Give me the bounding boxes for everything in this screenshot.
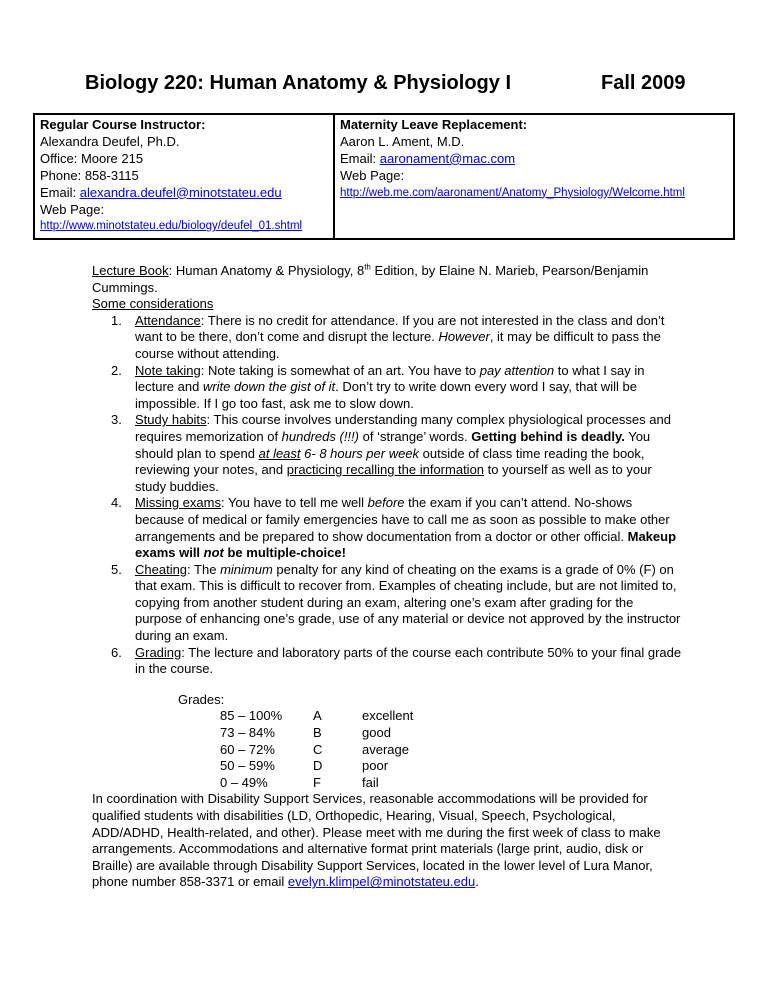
- list-number: 4.: [111, 495, 122, 511]
- text-run: to what I say in lecture and: [135, 362, 645, 395]
- replacement-name: Aaron L. Ament, M.D.: [340, 133, 465, 149]
- grade-row: [220, 725, 683, 742]
- text-run: write down the gist of it: [202, 379, 336, 395]
- grade-description: excellent: [362, 708, 414, 724]
- list-text: [135, 645, 681, 677]
- instructor-webpage-link[interactable]: http://www.minotstateu.edu/biology/deufel_01.shtml: [40, 220, 303, 233]
- term-label: Fall 2009: [601, 72, 686, 94]
- grade-letter: C: [313, 741, 323, 757]
- grade-range: 50 – 59%: [220, 758, 275, 774]
- text-run: to yourself as well as to your study buddies.: [135, 462, 652, 494]
- instructor-phone: Phone: 858-3115: [40, 167, 139, 183]
- list-text: [135, 363, 645, 411]
- text-run: outside of class time reading the book, reviewing your notes, and: [135, 445, 645, 478]
- list-text: [135, 313, 664, 361]
- text-run: be multiple-choice!: [223, 545, 346, 561]
- list-text: [135, 412, 671, 493]
- text-run: Makeup exams will: [135, 528, 677, 561]
- text-run: : The: [187, 561, 221, 577]
- list-number: 3.: [111, 412, 122, 428]
- text-run: penalty for any kind of cheating on the exams is a grade of 0% (F) on that exam. This is difficult to recover from. Examples of cheating include, but are not limited to, copying from another student during an exam, altering one’s exam after grading for the purpose of enhancing one’s grade, use of any material or device not approved by the instructor during an exam.: [135, 561, 681, 644]
- text-run: In coordination with Disability Support Services, reasonable accommodations will be provided for qualified students with disabilities (LD, Orthopedic, Hearing, Visual, Speech, Psychological, ADD/ADHD, Health-related, and other). Please meet with me during the first week of class to make arrangements. Accommodations and alternative format print materials (large print, audio, disk or Braille) are available through Disability Support Services, located in the lower level of Lura Manor, phone number 858-3371 or email: [92, 791, 661, 890]
- grade-row: [220, 742, 683, 759]
- considerations-heading: Some considerations: [92, 296, 214, 312]
- text-run: Getting behind is deadly.: [471, 428, 625, 444]
- grade-letter: D: [313, 758, 323, 774]
- list-number: 6.: [111, 644, 122, 660]
- grade-range: 0 – 49%: [220, 774, 268, 790]
- regular-instructor-heading: Regular Course Instructor:: [40, 117, 206, 132]
- list-number: 5.: [111, 561, 122, 577]
- text-run: You should plan to spend: [135, 428, 651, 461]
- list-text: [135, 495, 676, 560]
- text-run: Attendance: [135, 312, 201, 328]
- email-label: Email:: [340, 150, 380, 166]
- considerations-list: [92, 313, 683, 678]
- grade-description: fail: [362, 774, 379, 790]
- text-run: before: [367, 495, 405, 511]
- text-run: However: [438, 329, 490, 345]
- instructor-name: Alexandra Deufel, Ph.D.: [40, 133, 180, 149]
- text-run: minimum: [220, 561, 273, 577]
- grade-row: [220, 708, 683, 725]
- grade-range: 60 – 72%: [220, 741, 275, 757]
- text-run: : This course involves understanding many complex physiological processes and requires memorization of: [135, 412, 671, 444]
- instructor-email-link[interactable]: alexandra.deufel@minotstateu.edu: [79, 184, 282, 200]
- list-number: 2.: [111, 362, 122, 378]
- grade-letter: A: [313, 708, 322, 724]
- list-item: [92, 562, 683, 645]
- grade-letter: F: [313, 774, 321, 790]
- grade-letter: B: [313, 725, 322, 741]
- text-run: : There is no credit for attendance. If you are not interested in the class and don’t want to be there, don’t come and disrupt the lecture.: [135, 312, 665, 345]
- title-row: [0, 71, 768, 95]
- grade-row: [220, 758, 683, 775]
- list-item: [92, 645, 683, 678]
- disability-paragraph: [92, 791, 683, 891]
- grade-description: average: [362, 741, 409, 757]
- list-item: [92, 363, 683, 413]
- webpage-label: Web Page:: [340, 167, 405, 183]
- instructor-email-line: [40, 185, 328, 202]
- text-run: of ‘strange’ words.: [359, 428, 472, 444]
- text-run: Missing exams: [135, 495, 221, 511]
- regular-instructor-cell: [35, 115, 335, 238]
- text-run: : Human Anatomy & Physiology, 8: [168, 263, 365, 278]
- text-run: Edition, by Elaine N. Marieb, Pearson/Benjamin Cummings.: [92, 263, 649, 295]
- grade-row: [220, 775, 683, 792]
- text-run: pay attention: [479, 362, 555, 378]
- course-title: Biology 220: Human Anatomy & Physiology I: [85, 72, 511, 94]
- link[interactable]: evelyn.klimpel@minotstateu.edu: [287, 874, 476, 890]
- instructor-info-table: [33, 113, 735, 240]
- text-run: . Don’t try to write down every word I say, that will be impossible. If I go too fast, ask me to slow down.: [135, 379, 637, 411]
- text-run: practicing recalling the information: [286, 462, 485, 478]
- text-run: : Note taking is somewhat of an art. You have to: [200, 362, 480, 378]
- text-run: Note taking: [135, 362, 201, 378]
- replacement-email-line: [340, 151, 728, 168]
- text-run: Lecture Book: [92, 263, 169, 278]
- grades-heading: Grades:: [178, 691, 225, 707]
- grade-range: 73 – 84%: [220, 725, 275, 741]
- replacement-email-link[interactable]: aaronament@mac.com: [379, 150, 516, 166]
- grade-description: good: [362, 725, 391, 741]
- text-run: Cheating: [135, 561, 188, 577]
- email-label: Email:: [40, 184, 80, 200]
- instructor-webpage-line: [40, 219, 328, 234]
- replacement-webpage-link[interactable]: http://web.me.com/aaronament/Anatomy_Physiology/Welcome.html: [340, 186, 685, 199]
- text-run: : The lecture and laboratory parts of the course each contribute 50% to your final grade in the course.: [135, 644, 682, 677]
- text-run: th: [364, 262, 371, 272]
- document-body: [92, 263, 683, 891]
- text-run: , it may be difficult to pass the course without attending.: [135, 329, 661, 361]
- text-run: : You have to tell me well: [220, 495, 368, 511]
- text-run: Study habits: [135, 412, 207, 428]
- text-run: 6- 8 hours per week: [304, 445, 420, 461]
- replacement-instructor-cell: [335, 115, 733, 238]
- list-item: [92, 313, 683, 363]
- text-run: hundreds (!!!): [281, 428, 359, 444]
- replacement-webpage-line: [340, 186, 728, 201]
- list-number: 1.: [111, 312, 122, 328]
- webpage-label: Web Page:: [40, 201, 105, 217]
- list-text: [135, 562, 680, 643]
- text-run: .: [475, 874, 479, 890]
- grades-table: [92, 692, 683, 792]
- text-run: not: [203, 545, 224, 561]
- text-run: Grading: [135, 644, 182, 660]
- grade-description: poor: [362, 758, 389, 774]
- list-item: [92, 412, 683, 495]
- grade-range: 85 – 100%: [220, 708, 283, 724]
- lecture-book-paragraph: [92, 263, 683, 296]
- instructor-office: Office: Moore 215: [40, 150, 144, 166]
- text-run: the exam if you can’t attend. No-shows because of medical or family emergencies have to call me as soon as possible to make other arrangements and be prepared to show documentation from a doctor or other official.: [135, 495, 670, 544]
- replacement-instructor-heading: Maternity Leave Replacement:: [340, 117, 528, 132]
- list-item: [92, 495, 683, 561]
- text-run: at least: [258, 445, 301, 461]
